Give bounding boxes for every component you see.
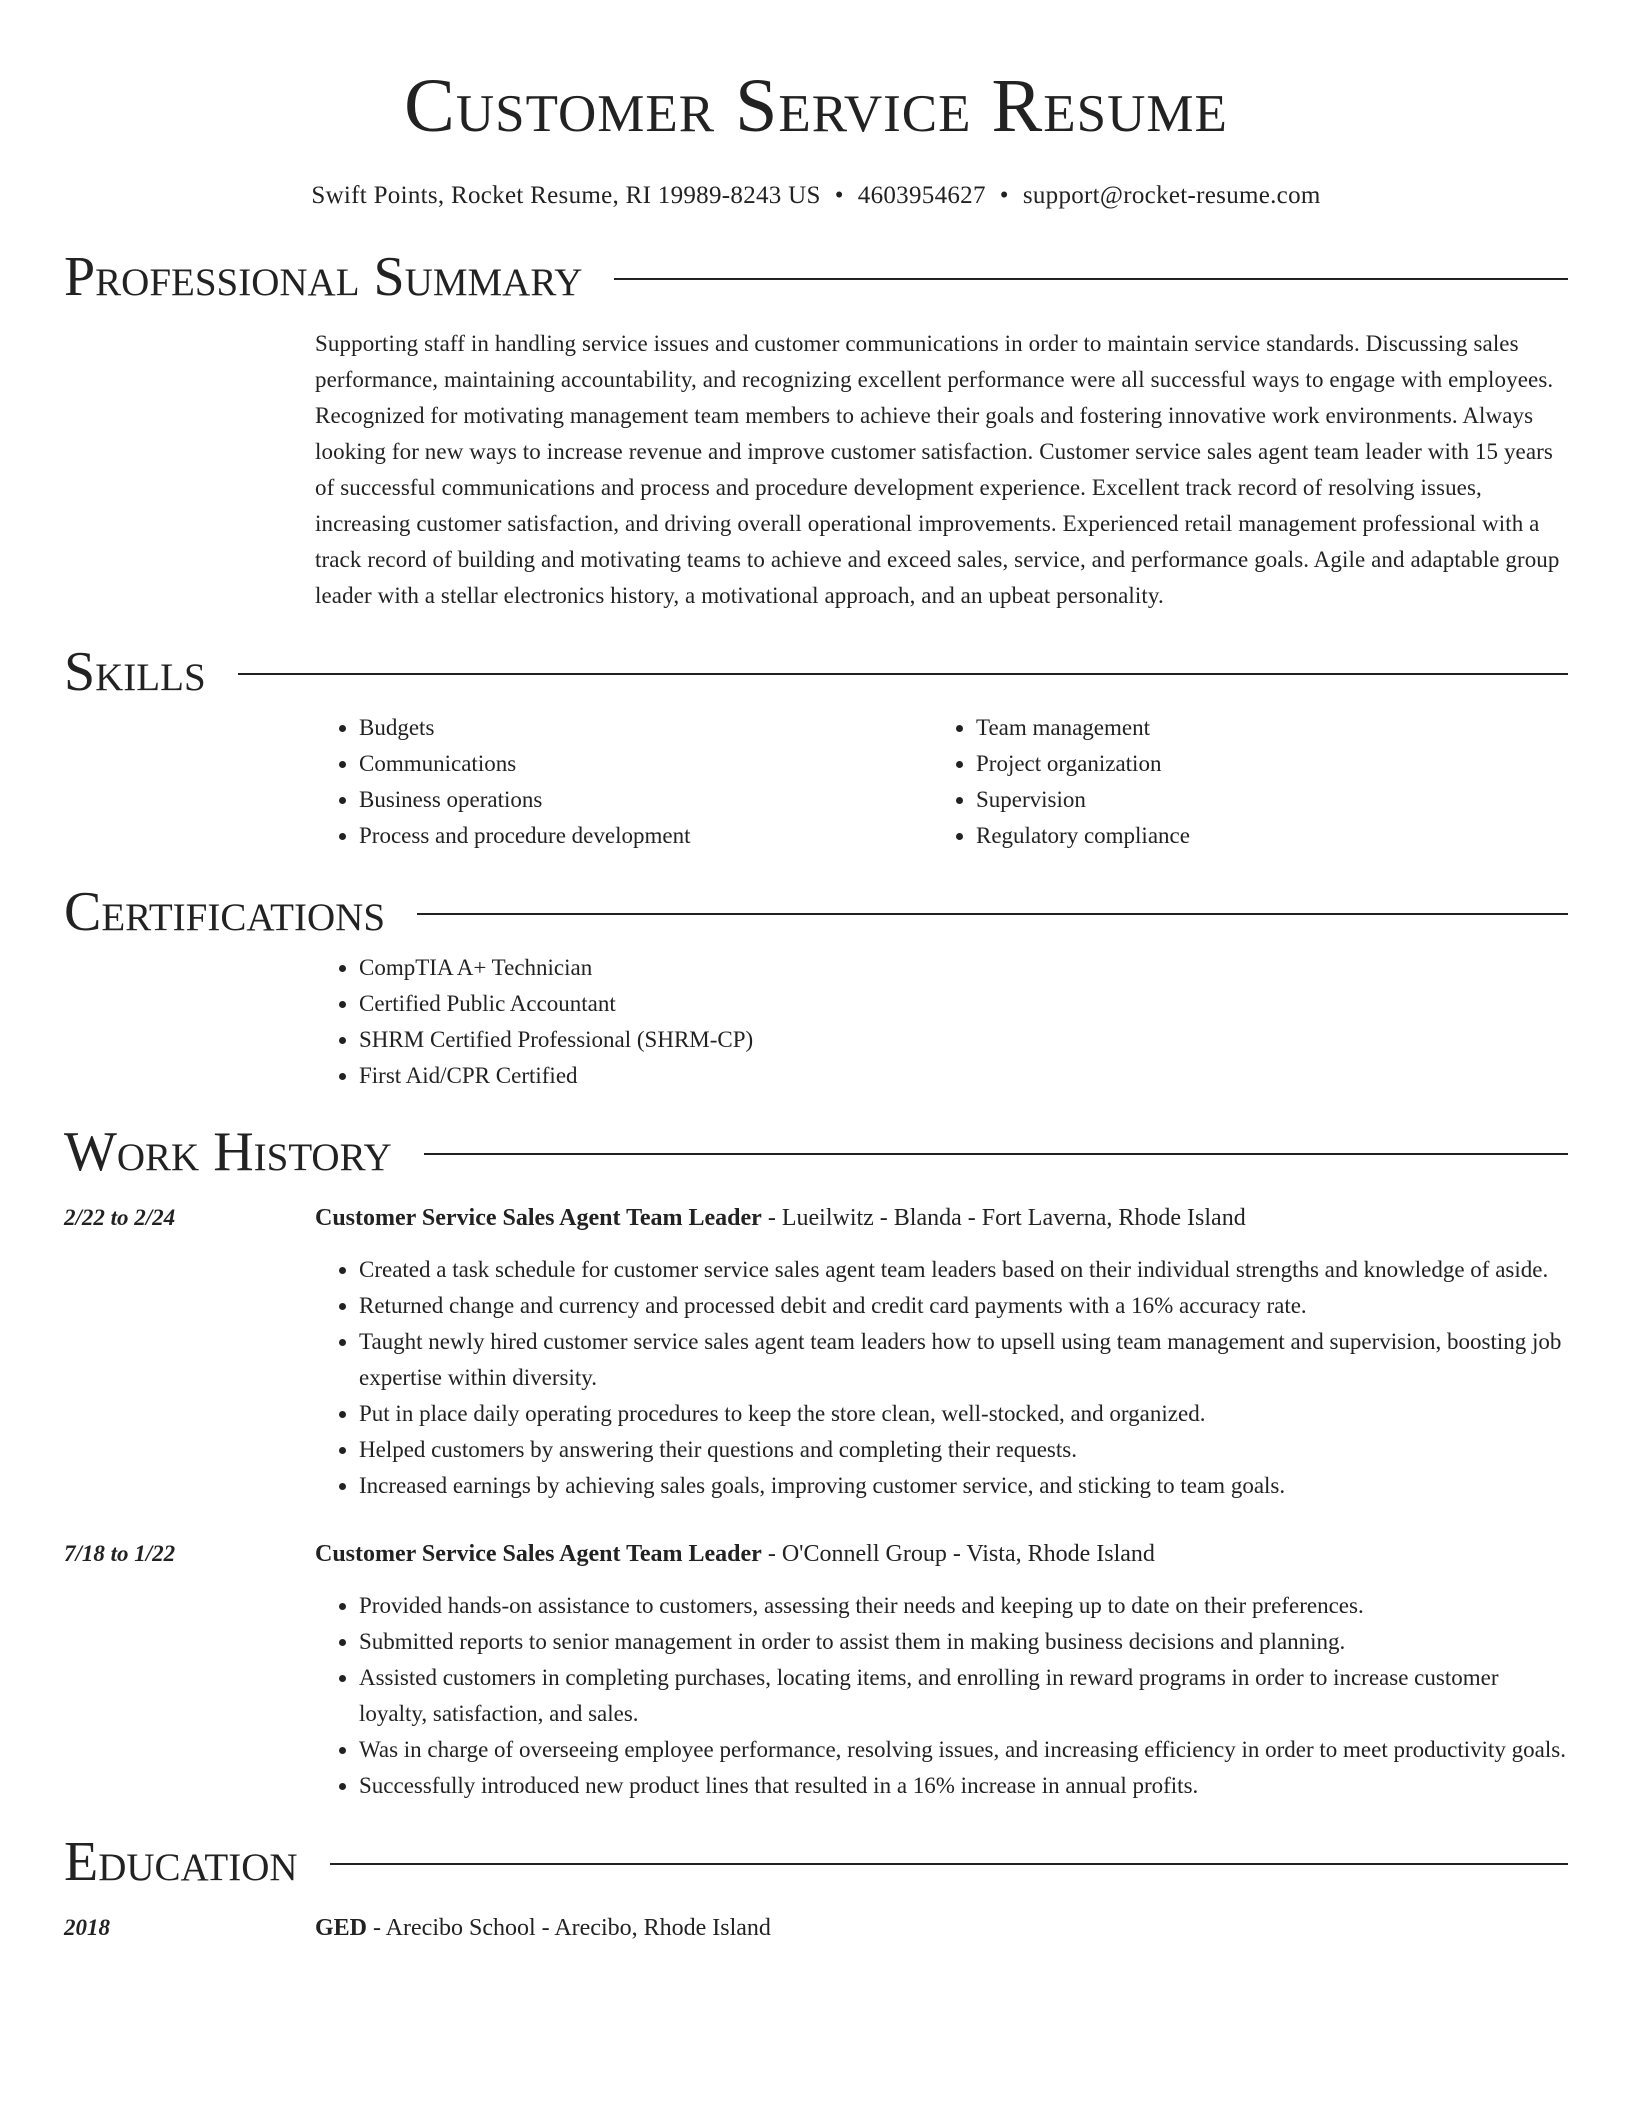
skills-list bbox=[315, 710, 1568, 854]
contact-separator: • bbox=[999, 182, 1009, 209]
section-header bbox=[64, 1120, 1568, 1184]
section-divider bbox=[330, 1863, 1568, 1865]
responsibility-item: • Helped customers by answering their questions and completing their requests. bbox=[359, 1432, 1568, 1468]
job-employer-location: - Lueilwitz - Blanda - Fort Laverna, Rhode Island bbox=[761, 1205, 1246, 1231]
section-header bbox=[64, 245, 1568, 309]
education-entry bbox=[64, 1910, 1568, 1946]
job-entry bbox=[64, 1536, 1568, 1804]
responsibility-item: • Successfully introduced new product lines that resulted in a 16% increase in annual profits. bbox=[359, 1768, 1568, 1804]
skill-item: • Business operations bbox=[359, 782, 932, 818]
resume-title: Customer Service Resume bbox=[404, 64, 1228, 148]
job-responsibilities bbox=[315, 1252, 1568, 1504]
certification-item: • First Aid/CPR Certified bbox=[359, 1058, 1568, 1094]
work-history-section bbox=[64, 1120, 1568, 1804]
contact-line bbox=[0, 178, 1632, 214]
contact-phone: 4603954627 bbox=[857, 182, 986, 209]
skill-item: • Budgets bbox=[359, 710, 932, 746]
skill-item: • Supervision bbox=[976, 782, 1549, 818]
certifications-section bbox=[64, 880, 1568, 1094]
responsibility-item: • Returned change and currency and processed debit and credit card payments with a 16% accuracy rate. bbox=[359, 1288, 1568, 1324]
job-heading bbox=[315, 1536, 1155, 1572]
skill-item: • Communications bbox=[359, 746, 932, 782]
skills-column-right bbox=[932, 710, 1549, 854]
summary-section bbox=[64, 245, 1568, 614]
contact-email: support@rocket-resume.com bbox=[1022, 182, 1321, 209]
certification-item: • CompTIA A+ Technician bbox=[359, 950, 1568, 986]
responsibility-item: • Increased earnings by achieving sales goals, improving customer service, and sticking to team goals. bbox=[359, 1468, 1568, 1504]
skill-item: • Team management bbox=[976, 710, 1549, 746]
section-heading: Certifications bbox=[64, 881, 386, 943]
job-entry bbox=[64, 1200, 1568, 1504]
job-dates: 2/22 to 2/24 bbox=[64, 1205, 176, 1230]
responsibility-item: • Submitted reports to senior management in order to assist them in making business decisions and planning. bbox=[359, 1624, 1568, 1660]
section-header bbox=[64, 880, 1568, 944]
skill-item: • Project organization bbox=[976, 746, 1549, 782]
job-employer-location: - O'Connell Group - Vista, Rhode Island bbox=[761, 1541, 1155, 1567]
section-header bbox=[64, 1830, 1568, 1894]
job-responsibilities bbox=[315, 1588, 1568, 1804]
responsibility-item: • Assisted customers in completing purchases, locating items, and enrolling in reward programs in order to increase customer loyalty, satisfaction, and sales. bbox=[359, 1660, 1568, 1732]
section-divider bbox=[417, 913, 1568, 915]
responsibility-item: • Created a task schedule for customer service sales agent team leaders based on their individual strengths and knowledge of aside. bbox=[359, 1252, 1568, 1288]
certification-item: • Certified Public Accountant bbox=[359, 986, 1568, 1022]
skills-column-left bbox=[315, 710, 932, 854]
skill-item: • Process and procedure development bbox=[359, 818, 932, 854]
skills-section bbox=[64, 640, 1568, 854]
education-school-location: - Arecibo School - Arecibo, Rhode Island bbox=[367, 1915, 771, 1941]
job-title: Customer Service Sales Agent Team Leader bbox=[315, 1205, 762, 1231]
responsibility-item: • Provided hands-on assistance to customers, assessing their needs and keeping up to date on their preferences. bbox=[359, 1588, 1568, 1624]
section-heading: Skills bbox=[64, 641, 206, 703]
education-degree: GED bbox=[315, 1915, 368, 1941]
section-heading: Work History bbox=[64, 1121, 392, 1183]
skill-item: • Regulatory compliance bbox=[976, 818, 1549, 854]
contact-address: Swift Points, Rocket Resume, RI 19989-8243 US bbox=[311, 182, 821, 209]
responsibility-item: • Was in charge of overseeing employee performance, resolving issues, and increasing efficiency in order to meet productivity goals. bbox=[359, 1732, 1568, 1768]
contact-separator: • bbox=[834, 182, 844, 209]
section-header bbox=[64, 640, 1568, 704]
job-heading bbox=[315, 1200, 1246, 1236]
certification-item: • SHRM Certified Professional (SHRM-CP) bbox=[359, 1022, 1568, 1058]
education-section bbox=[64, 1830, 1568, 1946]
job-title: Customer Service Sales Agent Team Leader bbox=[315, 1541, 762, 1567]
certifications-list bbox=[315, 950, 1568, 1094]
responsibility-item: • Taught newly hired customer service sales agent team leaders how to upsell using team management and supervision, boosting job expertise within diversity. bbox=[359, 1324, 1568, 1396]
section-divider bbox=[424, 1153, 1568, 1155]
section-heading: Education bbox=[64, 1831, 298, 1893]
job-dates: 7/18 to 1/22 bbox=[64, 1541, 176, 1566]
summary-text: Supporting staff in handling service issues and customer communications in order to maintain service standards. Discussing sales performance, maintaining accountability, and recognizing excellent performance were all successful ways to engage with employees. Recognized for motivating management team members to achieve their goals and fostering innovative work environments. Always looking for new ways to increase revenue and improve customer satisfaction. Customer service sales agent team leader with 15 years of successful communications and process and procedure development experience. Excellent track record of resolving issues, increasing customer satisfaction, and driving overall operational improvements. Experienced retail management professional with a track record of building and motivating teams to achieve and exceed sales, service, and performance goals. Agile and adaptable group leader with a stellar electronics history, a motivational approach, and an upbeat personality. bbox=[315, 331, 1560, 608]
section-heading: Professional Summary bbox=[64, 246, 583, 308]
section-divider bbox=[614, 278, 1568, 280]
responsibility-item: • Put in place daily operating procedures to keep the store clean, well-stocked, and organized. bbox=[359, 1396, 1568, 1432]
section-divider bbox=[238, 673, 1568, 675]
education-heading bbox=[315, 1910, 771, 1946]
education-year: 2018 bbox=[64, 1915, 110, 1940]
